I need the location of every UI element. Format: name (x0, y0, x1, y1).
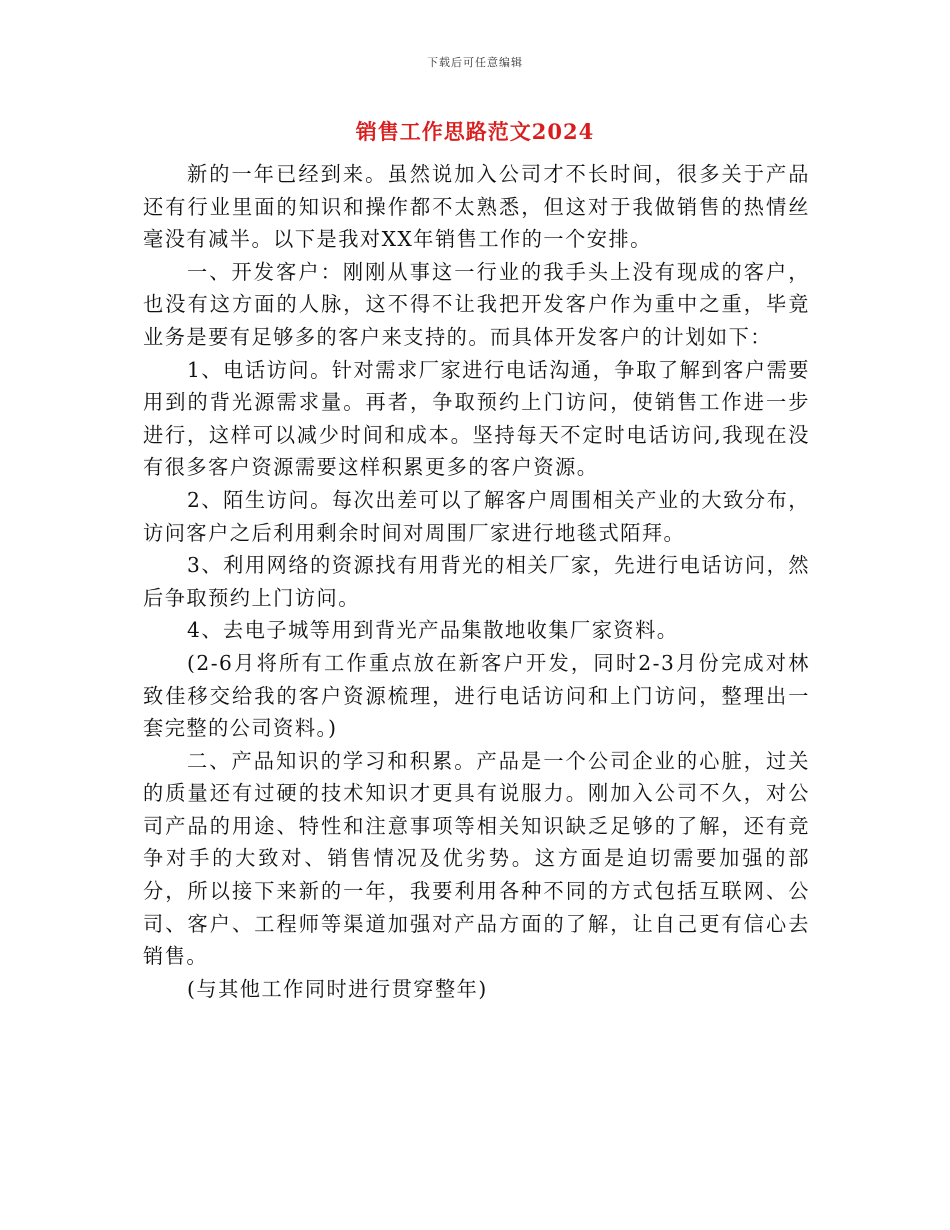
document-body (143, 158, 810, 1005)
paragraph-intro: 新的一年已经到来。虽然说加入公司才不长时间，很多关于产品还有行业里面的知识和操作都不太熟悉，但这对于我做销售的热情丝毫没有减半。以下是我对XX年销售工作的一个安排。 (143, 162, 810, 252)
paragraph-item-4: 4、去电子城等用到背光产品集散地收集厂家资料。 (187, 618, 679, 643)
paragraph-item-2: 2、陌生访问。每次出差可以了解客户周围相关产业的大致分布，访问客户之后利用剩余时间对周围厂家进行地毯式陌拜。 (143, 487, 810, 545)
paragraph-item-3: 3、利用网络的资源找有用背光的相关厂家，先进行电话访问，然后争取预约上门访问。 (143, 553, 810, 610)
paragraph-item-1: 1、电话访问。针对需求厂家进行电话沟通，争取了解到客户需要用到的背光源需求量。再者，争取预约上门访问，使销售工作进一步进行，这样可以减少时间和成本。坚持每天不定时电话访问,我现在没有很多客户资源需要这样积累更多的客户资源。 (143, 357, 810, 480)
paragraph-section-2: 二、产品知识的学习和积累。产品是一个公司企业的心脏，过关的质量还有过硬的技术知识才更具有说服力。刚加入公司不久，对公司产品的用途、特性和注意事项等相关知识缺乏足够的了解，还有竞争对手的大致对、销售情况及优劣势。这方面是迫切需要加强的部分，所以接下来新的一年，我要利用各种不同的方式包括互联网、公司、客户、工程师等渠道加强对产品方面的了解，让自己更有信心去销售。 (143, 748, 810, 969)
header-note: 下载后可任意编辑 (427, 56, 523, 69)
paragraph-closing-note: (与其他工作同时进行贯穿整年) (187, 976, 488, 1001)
paragraph-section-1: 一、开发客户：刚刚从事这一行业的我手头上没有现成的客户，也没有这方面的人脉，这不得不让我把开发客户作为重中之重，毕竟业务是要有足够多的客户来支持的。而具体开发客户的计划如下： (143, 259, 810, 349)
paragraph-schedule-note: (2-6月将所有工作重点放在新客户开发，同时2-3月份完成对林致佳移交给我的客户资源梳理，进行电话访问和上门访问，整理出一套完整的公司资料。) (143, 650, 810, 741)
document-title: 销售工作思路范文2024 (355, 119, 595, 144)
